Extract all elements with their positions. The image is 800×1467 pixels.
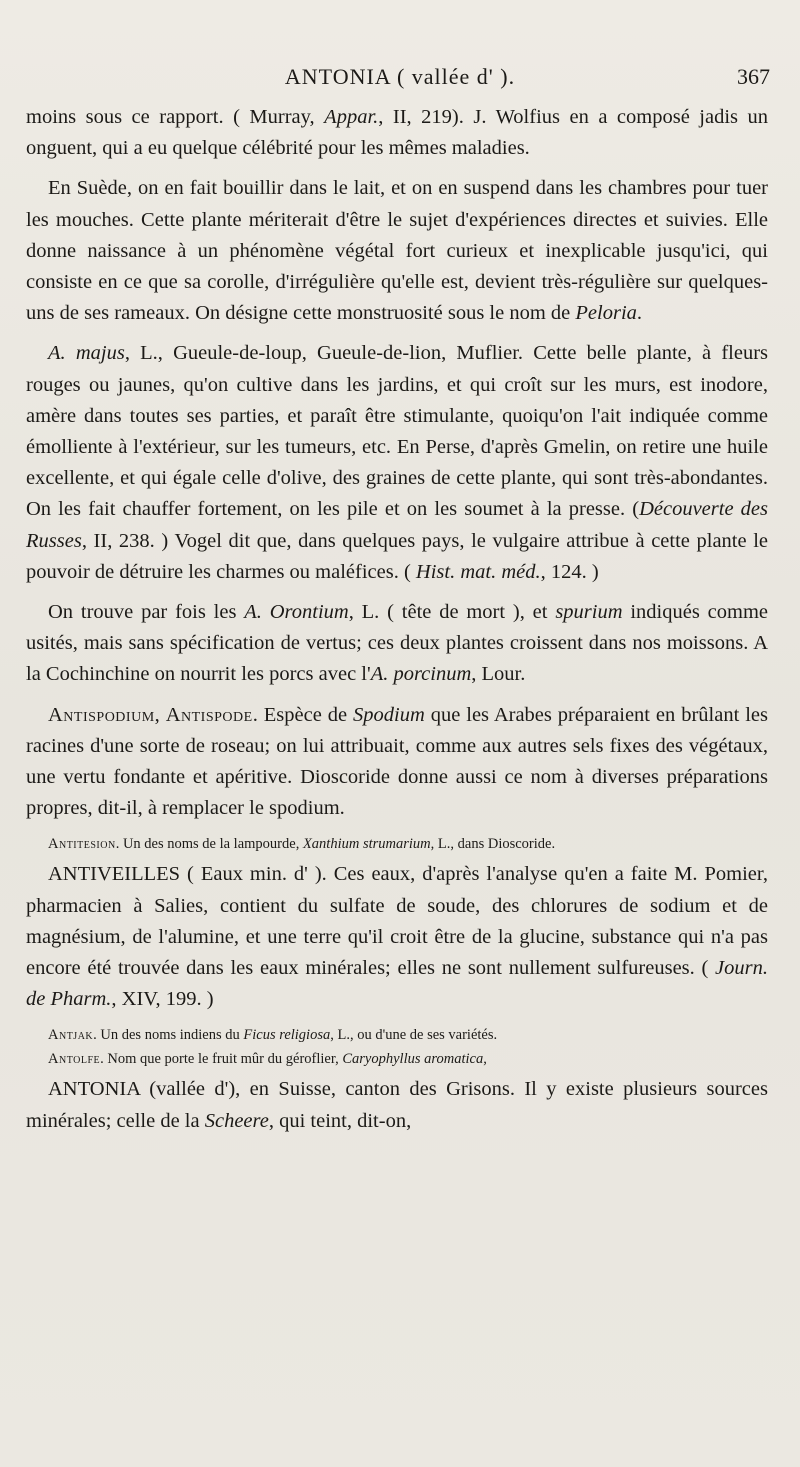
text-run: ( Eaux min. d' ). Ces eaux, d'après l'analyse qu'en a faite M. Pomier, pharmacien à Salies, contient du sulfate de soude, des chlorures de sodium et de magnésium, de l'alumine, et une terre qu'il croit être de la glucine, substance qui n'a pas encore été trouvée dans les eaux minérales; elles ne sont nullement sulfureuses. (	[26, 863, 768, 980]
entry-headword: Antispode	[165, 703, 253, 726]
page-number: 367	[737, 64, 770, 89]
text-run: , qui teint, dit-on,	[268, 1109, 412, 1132]
text-run: que les Arabes préparaient en brûlant les racines d'une sorte de roseau; on lui attribuait, comme aux autres sels fixes des végétaux, une vertu fondante et apéritive. Dioscoride donne aussi ce nom à diverses préparations propres, dit-il, à remplacer le spodium.	[26, 703, 768, 820]
text-run: ,	[154, 703, 166, 726]
term: Spodium	[353, 703, 425, 726]
text-run: , L. ( tête de mort ), et	[348, 601, 556, 624]
entry-paragraph	[26, 859, 768, 1015]
body-text	[26, 102, 768, 1146]
text-run: On trouve par fois les	[48, 601, 245, 624]
text-run: , L., dans Dioscoride.	[430, 836, 556, 853]
minor-entry	[26, 1048, 768, 1070]
species-name: Caryophyllus aromatica	[342, 1051, 484, 1068]
term: Peloria	[575, 302, 637, 325]
paragraph	[26, 173, 768, 329]
text-run: , L., ou d'une de ses variétés.	[330, 1027, 498, 1044]
species-name: spurium	[555, 601, 623, 624]
text-run: (vallée d'), en Suisse, canton des Grisons. Il y existe plusieurs sources minérales; celle de la	[26, 1078, 768, 1132]
citation-title: Journ. de Pharm.	[26, 957, 768, 1011]
species-name: Xanthium strumarium	[302, 836, 431, 853]
paragraph	[26, 102, 768, 164]
place-name: Scheere	[204, 1109, 269, 1132]
paragraph	[26, 597, 768, 691]
paragraph	[26, 338, 768, 588]
entry-headword: Antitesion	[48, 836, 116, 853]
species-name: Ficus religiosa	[243, 1027, 331, 1044]
text-run: , XIV, 199. )	[111, 988, 214, 1011]
text-run: . Un des noms indiens du	[93, 1027, 244, 1044]
entry-headword: ANTIVEILLES	[48, 863, 181, 886]
text-run: .	[636, 302, 643, 325]
text-run: , Lour.	[471, 663, 526, 686]
entry-headword: Antispodium	[48, 703, 155, 726]
entry-headword: ANTONIA	[48, 1078, 140, 1101]
running-head	[0, 64, 800, 104]
entry-paragraph	[26, 1074, 768, 1136]
text-run: ,	[483, 1051, 487, 1068]
text-run: En Suède, on en fait bouillir dans le lait, et on en suspend dans les chambres pour tuer les mouches. Cette plante mériterait d'être le sujet d'expériences directes et suivies. Elle donne naissance à un phénomène végétal fort curieux et inexplicable jusqu'ici, qui consiste en ce que sa corolle, d'irrégulière qu'elle est, devient très-régulière sur quelques-uns de ses rameaux. On désigne cette monstruosité sous le nom de	[26, 177, 768, 325]
text-run: . Espèce de	[252, 703, 354, 726]
entry-headword: Antolfe	[48, 1051, 101, 1068]
minor-entry	[26, 1024, 768, 1046]
text-run: indiqués comme usités, mais sans spécification de vertus; ces deux plantes croissent dans nos moissons. A la Cochinchine on nourrit les porcs avec l'	[26, 601, 768, 686]
text-run: . Nom que porte le fruit mûr du géroflier,	[100, 1051, 343, 1068]
citation-title: Hist. mat. méd.	[415, 560, 541, 583]
text-run: moins sous ce rapport. ( Murray,	[26, 106, 325, 128]
text-run: , II, 219). J. Wolfius en a composé jadis un onguent, qui a eu quelque célébrité pour les mêmes maladies.	[26, 106, 769, 160]
species-name: A. majus	[48, 342, 125, 365]
text-run: , 124. )	[540, 560, 599, 583]
entry-headword: Antjak	[48, 1027, 94, 1044]
species-name: A. Orontium	[244, 601, 349, 624]
species-name: A. porcinum	[370, 663, 472, 686]
text-run: , II, 238. ) Vogel dit que, dans quelques pays, le vulgaire attribue à cette plante le pouvoir de détruire les charmes ou maléfices. (	[26, 529, 768, 583]
entry-paragraph	[26, 700, 768, 825]
text-run: , L., Gueule-de-loup, Gueule-de-lion, Muflier. Cette belle plante, à fleurs rouges ou jaunes, qu'on cultive dans les jardins, et qui croît sur les murs, est inodore, amère dans toutes ses parties, et paraît être stimulante, quoiqu'on l'ait indiquée comme émolliente à l'extérieur, sur les tumeurs, etc. En Perse, d'après Gmelin, on retire une huile excellente, et qui égale celle d'olive, des graines de cette plante, qui sont très-abondantes. On les fait chauffer fortement, on les pile et on les soumet à la presse. (	[26, 342, 769, 521]
running-head-title: ANTONIA ( vallée d' ).	[284, 64, 516, 89]
text-run: . Un des noms de la lampourde,	[115, 836, 303, 853]
citation-title: Découverte des Russes	[26, 498, 768, 552]
minor-entry	[26, 833, 768, 855]
citation-title: Appar.	[324, 106, 379, 128]
